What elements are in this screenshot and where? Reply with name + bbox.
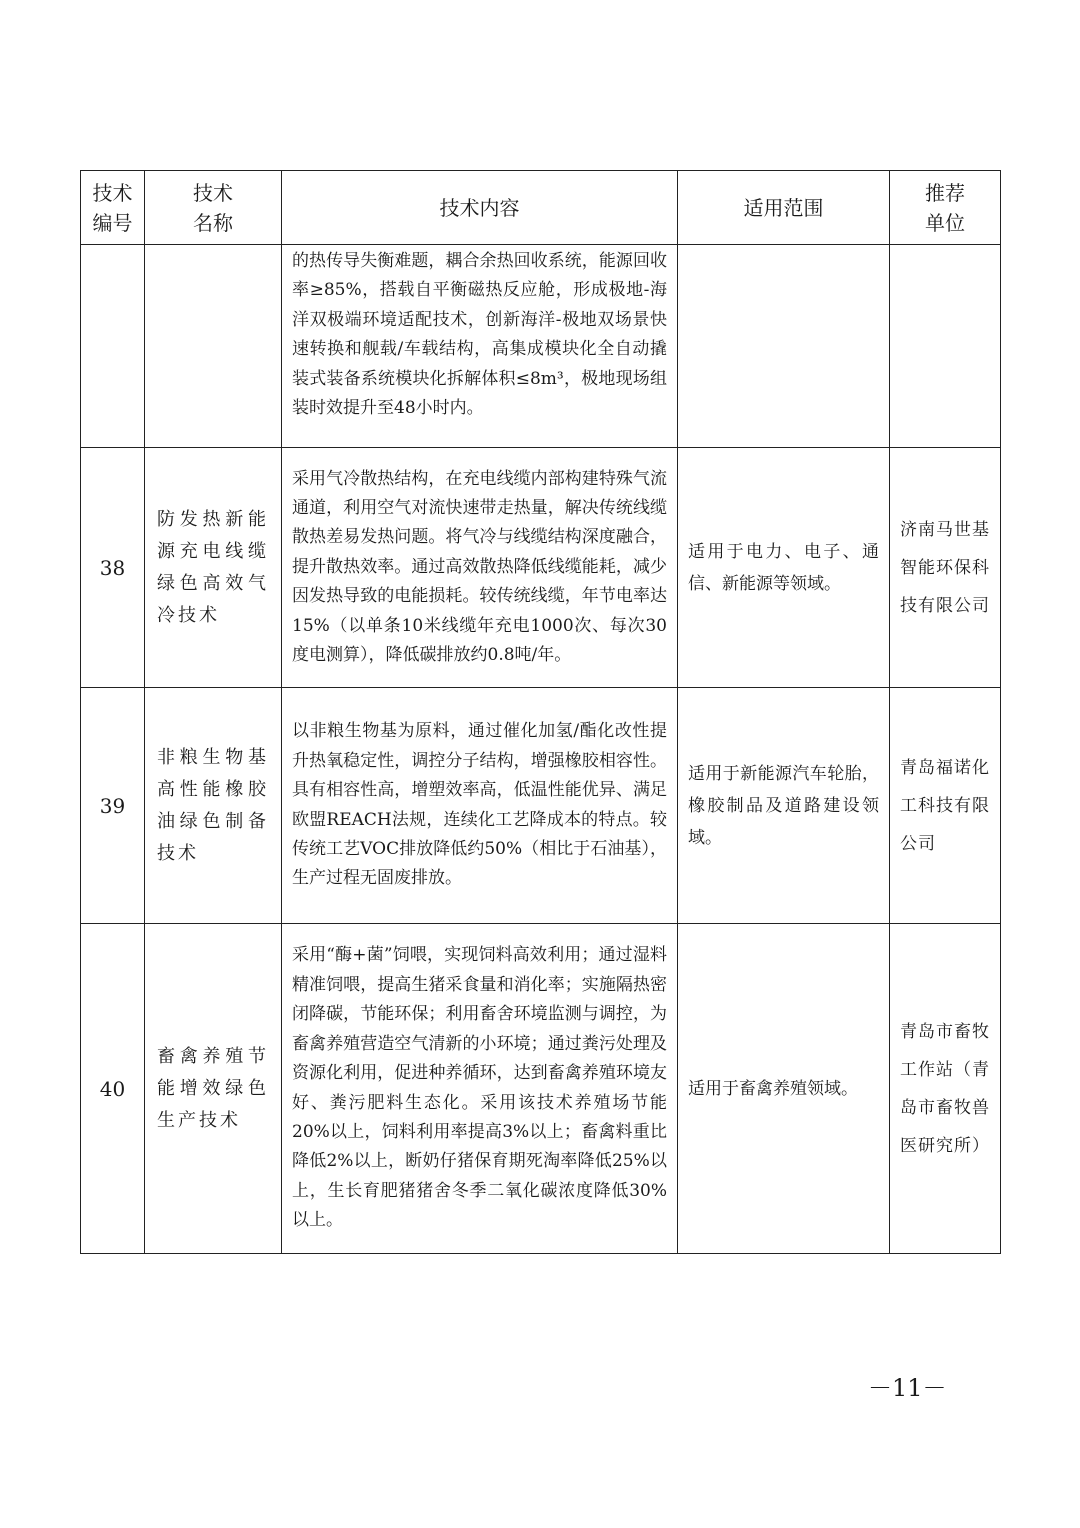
tech-content: 采用气冷散热结构，在充电线缆内部构建特殊气流通道，利用空气对流快速带走热量，解决传统线缆散热差易发热问题。将气冷与线缆结构深度融合，提升散热效率。通过高效散热降低线缆能耗，减少因发热导致的电能损耗。较传统线缆，年节电率达15%（以单条10米线缆年充电1000次、每次30度电测算），降低碳排放约0.8吨/年。 bbox=[282, 448, 678, 688]
tech-scope bbox=[678, 245, 890, 448]
tech-unit: 济南马世基智能环保科技有限公司 bbox=[890, 448, 1001, 688]
tech-unit: 青岛市畜牧工作站（青岛市畜牧兽医研究所） bbox=[890, 924, 1001, 1254]
tech-content: 以非粮生物基为原料，通过催化加氢/酯化改性提升热氧稳定性，调控分子结构，增强橡胶相容性。具有相容性高，增塑效率高，低温性能优异、满足欧盟REACH法规，连续化工艺降成本的特点。较传统工艺VOC排放降低约50%（相比于石油基），生产过程无固废排放。 bbox=[282, 688, 678, 924]
tech-content: 采用“酶+菌”饲喂，实现饲料高效利用；通过湿料精准饲喂，提高生猪采食量和消化率；实施隔热密闭降碳，节能环保；利用畜舍环境监测与调控，为畜禽养殖营造空气清新的小环境；通过粪污处理及资源化利用，促进种养循环，达到畜禽养殖环境友好、粪污肥料生态化。采用该技术养殖场节能20%以上，饲料利用率提高3%以上；畜禽料重比降低2%以上，断奶仔猪保育期死淘率降低25%以上，生长育肥猪猪舍冬季二氧化碳浓度降低30%以上。 bbox=[282, 924, 678, 1254]
tech-content: 的热传导失衡难题，耦合余热回收系统，能源回收率≥85%，搭载自平衡磁热反应舱，形成极地-海洋双极端环境适配技术，创新海洋-极地双场景快速转换和舰载/车载结构，高集成模块化全自动撬装式装备系统模块化拆解体积≤8m³，极地现场组装时效提升至48小时内。 bbox=[282, 245, 678, 448]
table-row bbox=[81, 245, 1001, 448]
tech-unit: 青岛福诺化工科技有限公司 bbox=[890, 688, 1001, 924]
header-number: 技术 编号 bbox=[81, 171, 145, 245]
header-name: 技术 名称 bbox=[145, 171, 282, 245]
technology-table bbox=[80, 170, 1001, 1254]
header-unit: 推荐 单位 bbox=[890, 171, 1001, 245]
tech-number: 38 bbox=[81, 448, 145, 688]
tech-number: 40 bbox=[81, 924, 145, 1254]
tech-number bbox=[81, 245, 145, 448]
page-number: －11－ bbox=[868, 1374, 947, 1402]
tech-name: 非粮生物基高性能橡胶油绿色制备技术 bbox=[145, 688, 282, 924]
tech-scope: 适用于电力、电子、通信、新能源等领域。 bbox=[678, 448, 890, 688]
table-row bbox=[81, 688, 1001, 924]
header-scope: 适用范围 bbox=[678, 171, 890, 245]
table-row bbox=[81, 448, 1001, 688]
tech-name bbox=[145, 245, 282, 448]
table-row bbox=[81, 924, 1001, 1254]
tech-scope: 适用于畜禽养殖领域。 bbox=[678, 924, 890, 1254]
tech-name: 畜禽养殖节能增效绿色生产技术 bbox=[145, 924, 282, 1254]
header-row bbox=[81, 171, 1001, 245]
tech-scope: 适用于新能源汽车轮胎，橡胶制品及道路建设领域。 bbox=[678, 688, 890, 924]
tech-name: 防发热新能源充电线缆绿色高效气冷技术 bbox=[145, 448, 282, 688]
tech-unit bbox=[890, 245, 1001, 448]
header-content: 技术内容 bbox=[282, 171, 678, 245]
tech-number: 39 bbox=[81, 688, 145, 924]
